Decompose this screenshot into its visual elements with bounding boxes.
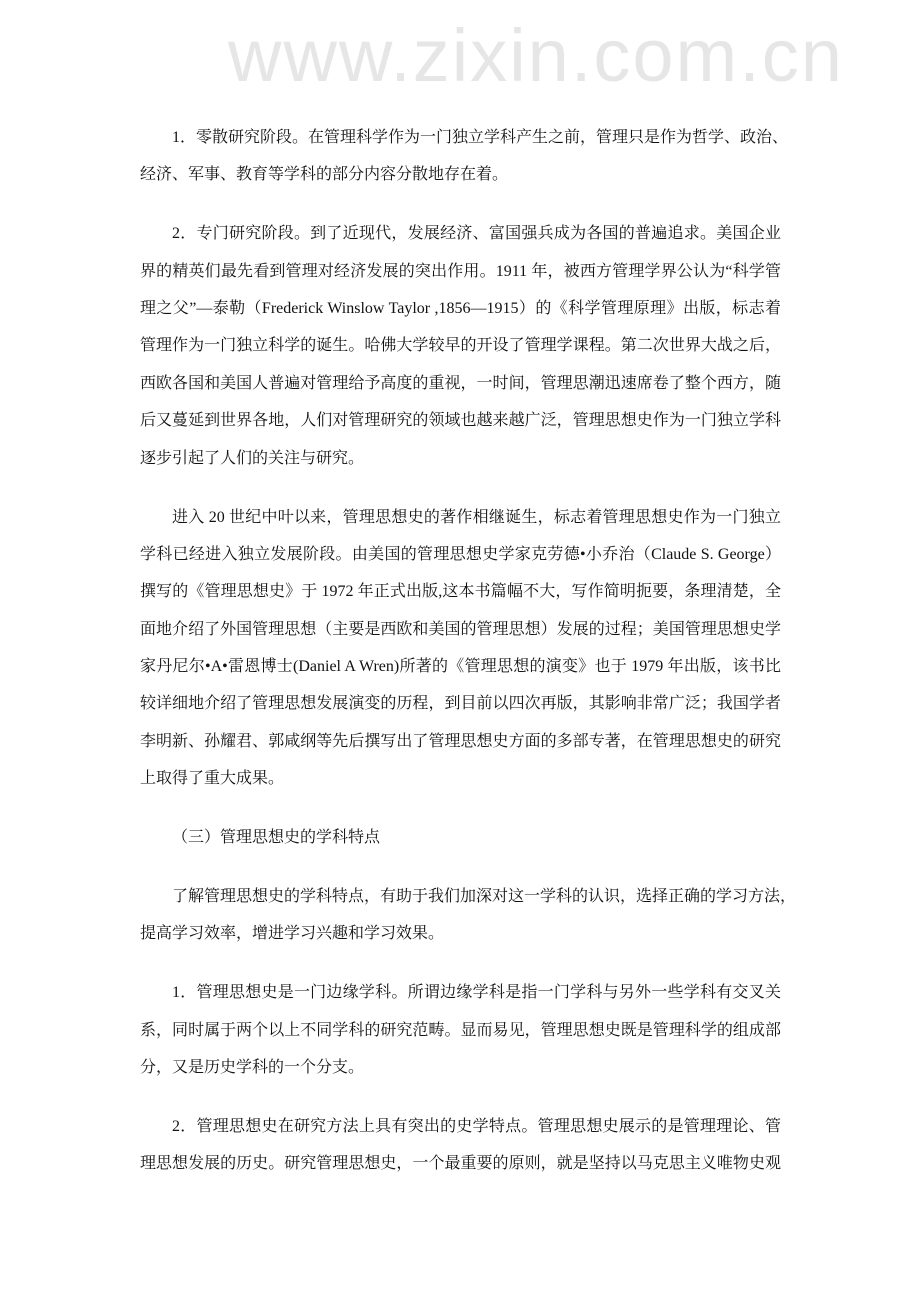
text-line: 家丹尼尔•A•雷恩博士(Daniel A Wren)所著的《管理思想的演变》也于 1979 年出版，该书比: [140, 658, 781, 676]
text-line: 撰写的《管理思想史》于 1972 年正式出版,这本书篇幅不大，写作简明扼要，条理清楚，全: [140, 583, 781, 601]
text-line: 1．零散研究阶段。在管理科学作为一门独立学科产生之前，管理只是作为哲学、政治、: [172, 129, 789, 146]
paragraph: [140, 981, 781, 1093]
section-heading: [140, 826, 781, 863]
text-line: 提高学习效率，增进学习兴趣和学习效果。: [140, 925, 445, 943]
text-line: 学科已经进入独立发展阶段。由美国的管理思想史学家克劳德•小乔治（Claude S. George）: [140, 545, 781, 563]
text-line: 了解管理思想史的学科特点，有助于我们加深对这一学科的认识，选择正确的学习方法，: [172, 888, 797, 906]
text-line: 面地介绍了外国管理思想（主要是西欧和美国的管理思想）发展的过程；美国管理思想史学: [140, 620, 781, 638]
text-line: 西欧各国和美国人普遍对管理给予高度的重视，一时间，管理思潮迅速席卷了整个西方，随: [140, 374, 781, 392]
paragraph: [140, 222, 781, 484]
text-line: 1．管理思想史是一门边缘学科。所谓边缘学科是指一门学科与另外一些学科有交叉关: [172, 984, 781, 1002]
text-line: 界的精英们最先看到管理对经济发展的突出作用。1911 年，被西方管理学界公认为“科学管: [140, 262, 781, 280]
document-page: [140, 126, 797, 1211]
text-line: 李明新、孙耀君、郭咸纲等先后撰写出了管理思想史方面的多部专著，在管理思想史的研究: [140, 732, 781, 750]
paragraph: [140, 126, 789, 201]
text-line: 经济、军事、教育等学科的部分内容分散地存在着。: [140, 166, 509, 184]
text-line: 管理作为一门独立科学的诞生。哈佛大学较早的开设了管理学课程。第二次世界大战之后，: [140, 337, 781, 355]
text-line: 后又蔓延到世界各地，人们对管理研究的领域也越来越广泛，管理思想史作为一门独立学科: [140, 412, 781, 430]
text-line: 进入 20 世纪中叶以来，管理思想史的著作相继诞生，标志着管理思想史作为一门独立: [172, 508, 781, 526]
text-line: 系，同时属于两个以上不同学科的研究范畴。显而易见，管理思想史既是管理科学的组成部: [140, 1021, 781, 1039]
paragraph: [140, 885, 797, 960]
paragraph: [140, 506, 781, 805]
text-line: 2．专门研究阶段。到了近现代，发展经济、富国强兵成为各国的普遍追求。美国企业: [172, 225, 781, 243]
text-line: 逐步引起了人们的关注与研究。: [140, 449, 365, 467]
text-line: 上取得了重大成果。: [140, 770, 285, 788]
text-line: 理思想发展的历史。研究管理思想史，一个最重要的原则，就是坚持以马克思主义唯物史观: [140, 1155, 781, 1173]
paragraph: [140, 1115, 781, 1190]
text-line: 理之父”—泰勒（Frederick Winslow Taylor ,1856—1915）的《科学管理原理》出版，标志着: [140, 300, 781, 318]
text-line: 2．管理思想史在研究方法上具有突出的史学特点。管理思想史展示的是管理理论、管: [172, 1117, 781, 1135]
text-line: （三）管理思想史的学科特点: [172, 829, 381, 847]
text-line: 分，又是历史学科的一个分支。: [140, 1059, 365, 1077]
watermark: www.zixin.com.cn: [228, 14, 844, 97]
text-line: 较详细地介绍了管理思想发展演变的历程，到目前以四次再版，其影响非常广泛；我国学者: [140, 695, 781, 713]
